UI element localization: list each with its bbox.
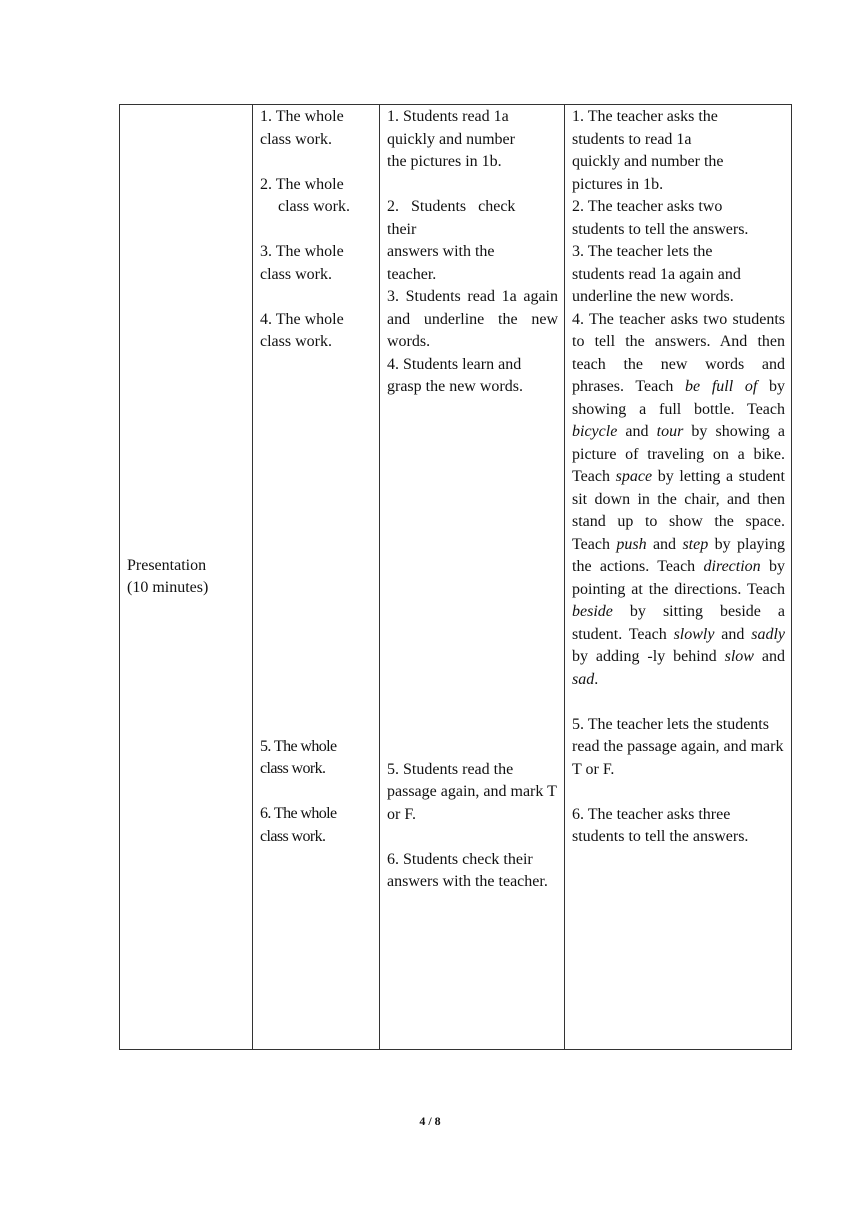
form-item-1: 1. The whole class work. (260, 108, 344, 148)
stage-cell (120, 105, 253, 1050)
vocab-step: step (682, 535, 709, 553)
vocab-sadly: sadly (751, 625, 785, 643)
teacher-activity-2: 2. The teacher asks two students to tell the answers. (572, 198, 749, 238)
stage-name: Presentation (127, 556, 207, 574)
lesson-plan-table (119, 104, 792, 1050)
vocab-space: space (615, 468, 653, 485)
student-activity-3: 3. Students read 1a again and underline the new words. (387, 288, 558, 350)
student-activity-5: 5. Students read the passage again, and mark T or F. (387, 760, 557, 823)
vocab-sad: sad (572, 670, 595, 688)
form-item-6: 6. The whole class work. (260, 805, 337, 845)
form-item-4: 4. The whole class work. (260, 310, 344, 350)
student-activity-2: 2. Students check their answers with the teacher. (387, 198, 516, 283)
vocab-direction: direction (703, 558, 761, 575)
vocab-push: push (616, 535, 647, 553)
stage-duration: (10 minutes) (127, 579, 209, 596)
teacher-activities-cell (565, 105, 792, 1050)
vocab-beside: beside (572, 603, 613, 620)
student-activity-1: 1. Students read 1a quickly and number the pictures in 1b. (387, 108, 515, 170)
vocab-tour: tour (656, 423, 684, 440)
student-activity-6: 6. Students check their answers with the teacher. (387, 850, 548, 890)
vocab-bicycle: bicycle (572, 423, 618, 440)
vocab-slowly: slowly (673, 625, 715, 643)
teacher-activity-6: 6. The teacher asks three students to tell the answers. (572, 805, 749, 845)
page-number: 4 / 8 (419, 1114, 441, 1128)
form-item-2: 2. The whole class work. (260, 175, 350, 215)
vocab-slow: slow (724, 648, 754, 665)
teacher-activity-5: 5. The teacher lets the students read the passage again, and mark T or F. (572, 715, 784, 778)
student-activities-cell (380, 105, 565, 1050)
teacher-activity-1: 1. The teacher asks the students to read 1a quickly and number the pictures in 1b. (572, 108, 724, 193)
table-row (120, 105, 792, 1050)
teacher-activity-4: 4. The teacher asks two students to tell the answers. And then teach the new words and phrases. Teach be full of by showing a full bottle. Teach bicycle and tour by showing a picture of traveling on a bike. Teach space by letting a student sit down in the chair, and then stand up to show the space. Teach push and step by playing the actions. Teach direction by pointing at the directions. Teach beside by sitting beside a student. Teach slowly and sadly by adding -ly behind slow and sad. (572, 310, 786, 688)
form-item-3: 3. The whole class work. (260, 243, 344, 283)
form-item-5: 5. The whole class work. (260, 737, 337, 777)
student-activity-4: 4. Students learn and grasp the new words. (387, 355, 523, 395)
forms-cell (253, 105, 380, 1050)
teacher-activity-3: 3. The teacher lets the students read 1a again and underline the new words. (572, 243, 741, 305)
vocab-be-full-of: be full of (685, 378, 758, 395)
